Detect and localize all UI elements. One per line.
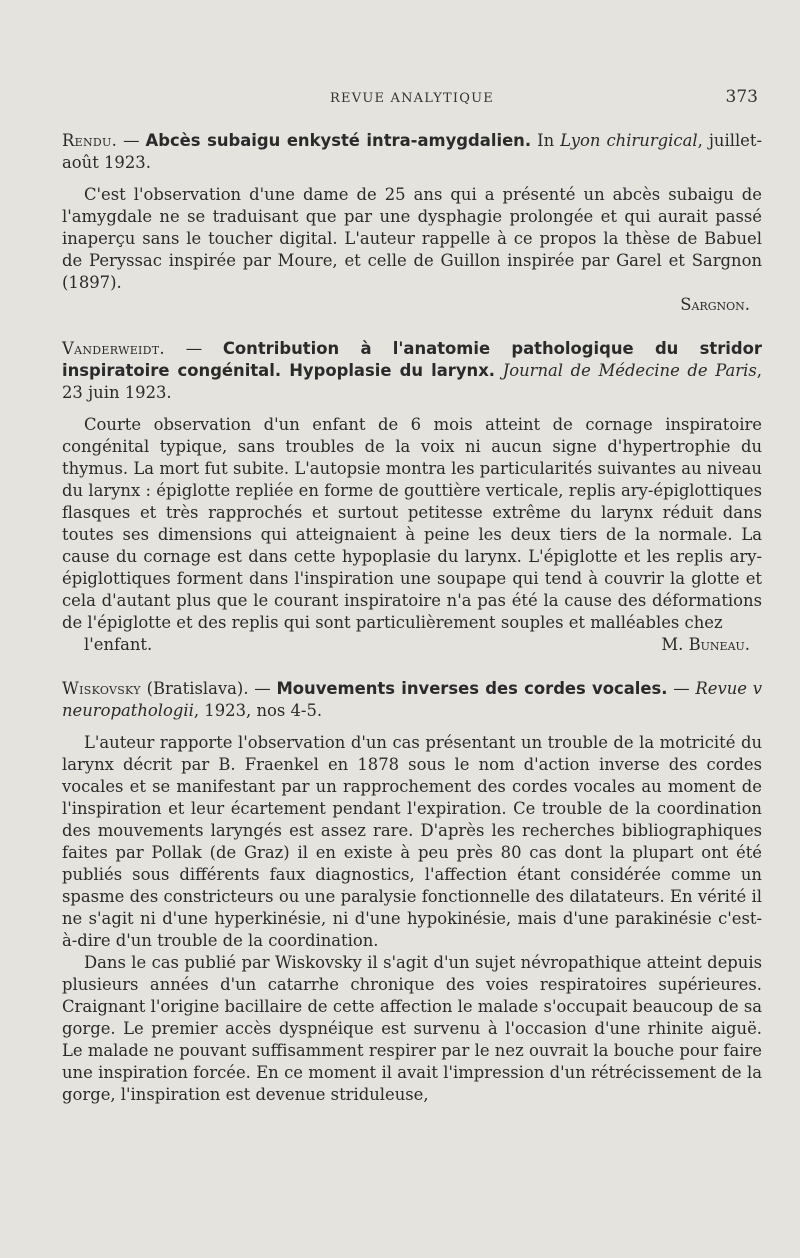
review-title: Mouvements inverses des cordes vocales.: [276, 679, 668, 698]
headline-connector: —: [667, 679, 696, 698]
journal-citation: , juillet-août 1923.: [62, 131, 763, 172]
journal-citation: , 23 juin 1923.: [62, 361, 762, 402]
review-signature: M. Buneau.: [661, 635, 750, 654]
review-signature: Sargnon.: [680, 295, 750, 314]
review-body: [62, 732, 762, 1106]
headline-dash: —: [248, 679, 277, 698]
review-last-line: l'enfant.: [84, 635, 153, 654]
journal-name: Lyon chirurgical: [560, 131, 698, 150]
review-author: Rendu.: [62, 131, 118, 150]
review-author: Wiskovsky: [62, 679, 141, 698]
headline-dash: —: [117, 131, 146, 150]
review-paragraph: Courte observation d'un enfant de 6 mois atteint de cornage inspiratoire congénital typique, sans troubles de la voix ni aucun signe d'hypertrophie du thymus. La mort fut subite. L'autopsie montra les particularités suivantes au niveau du larynx : épiglotte repliée en forme de gouttière verticale, replis ary-épiglottiques flasques et très rapprochés et surtout petitesse extrême du larynx réduit dans toutes ses dimensions qui atteignaient à peine les deux tiers de la normale. La cause du cornage est dans cette hypoplasie du larynx. L'épiglotte et les replis ary-épiglottiques forment dans l'inspiration une soupape qui tend à couvrir la glotte et cela d'autant plus que le courant inspiratoire n'a pas été la cause des déformations de l'épiglotte et des replis qui sont particulièrement souples et malléables chez: [62, 415, 762, 632]
headline-connector: [495, 361, 503, 380]
page-number: 373: [725, 87, 758, 107]
review-vanderweidt: [62, 338, 762, 656]
review-headline: [62, 130, 762, 174]
review-paragraph: C'est l'observation d'une dame de 25 ans qui a présenté un abcès subaigu de l'amygdale ne se traduisant que par une dysphagie prolongée et qui aurait passé inaperçu sans le toucher digital. L'auteur rappelle à ce propos la thèse de Babuel de Peryssac inspirée par Moure, et celle de Guillon inspirée par Garel et Sargnon (1897).: [62, 185, 762, 292]
review-title: Contribution à l'anatomie pathologique du stridor inspiratoire congénital. Hypoplasie du larynx.: [62, 339, 762, 380]
review-wiskovsky: [62, 678, 762, 1106]
headline-dash: —: [164, 339, 223, 358]
journal-citation: , 1923, nos 4-5.: [193, 701, 323, 720]
review-headline: [62, 678, 762, 722]
review-paragraph: Dans le cas publié par Wiskovsky il s'agit d'un sujet névropathique atteint depuis plusieurs années d'un catarrhe chronique des voies respiratoires supérieures. Craignant l'origine bacillaire de cette affection le malade s'occupait beaucoup de sa gorge. Le premier accès dyspnéique est survenu à l'occasion d'une rhinite aiguë. Le malade ne pouvant suffisamment respirer par le nez ouvrait la bouche pour faire une inspiration forcée. En ce moment il avait l'impression d'un rétrécissement de la gorge, l'inspiration est devenue striduleuse,: [62, 953, 762, 1104]
author-place: (Bratislava).: [140, 679, 249, 698]
review-paragraph: L'auteur rapporte l'observation d'un cas présentant un trouble de la motricité du larynx décrit par B. Fraenkel en 1878 sous le nom d'action inverse des cordes vocales et se manifestant par un rapprochement des cordes vocales au moment de l'inspiration et leur écartement pendant l'expiration. Ce trouble de la coordination des mouvements laryngés est assez rare. D'après les recherches bibliographiques faites par Pollak (de Graz) il en existe à peu près 80 cas dont la plupart ont été publiés sous différents faux diagnostics, l'affection étant considérée comme un spasme des constricteurs ou une paralysie fonctionnelle des dilatateurs. En vérité il ne s'agit ni d'une hyperkinésie, ni d'une hypokinésie, mais d'une parakinésie c'est-à-dire d'un trouble de la coordination.: [62, 733, 762, 950]
review-author: Vanderweidt.: [62, 339, 165, 358]
journal-name: Journal de Médecine de Paris: [502, 361, 757, 380]
review-title: Abcès subaigu enkysté intra-amygdalien.: [145, 131, 532, 150]
page-header: [62, 88, 762, 112]
headline-connector: In: [531, 131, 561, 150]
running-head: REVUE ANALYTIQUE: [330, 91, 494, 106]
review-rendu: [62, 130, 762, 316]
review-body: [62, 414, 762, 656]
journal-name: Revue v neuropathologii: [62, 679, 762, 720]
review-body: [62, 184, 762, 316]
review-closing-line: [62, 634, 762, 656]
review-headline: [62, 338, 762, 404]
